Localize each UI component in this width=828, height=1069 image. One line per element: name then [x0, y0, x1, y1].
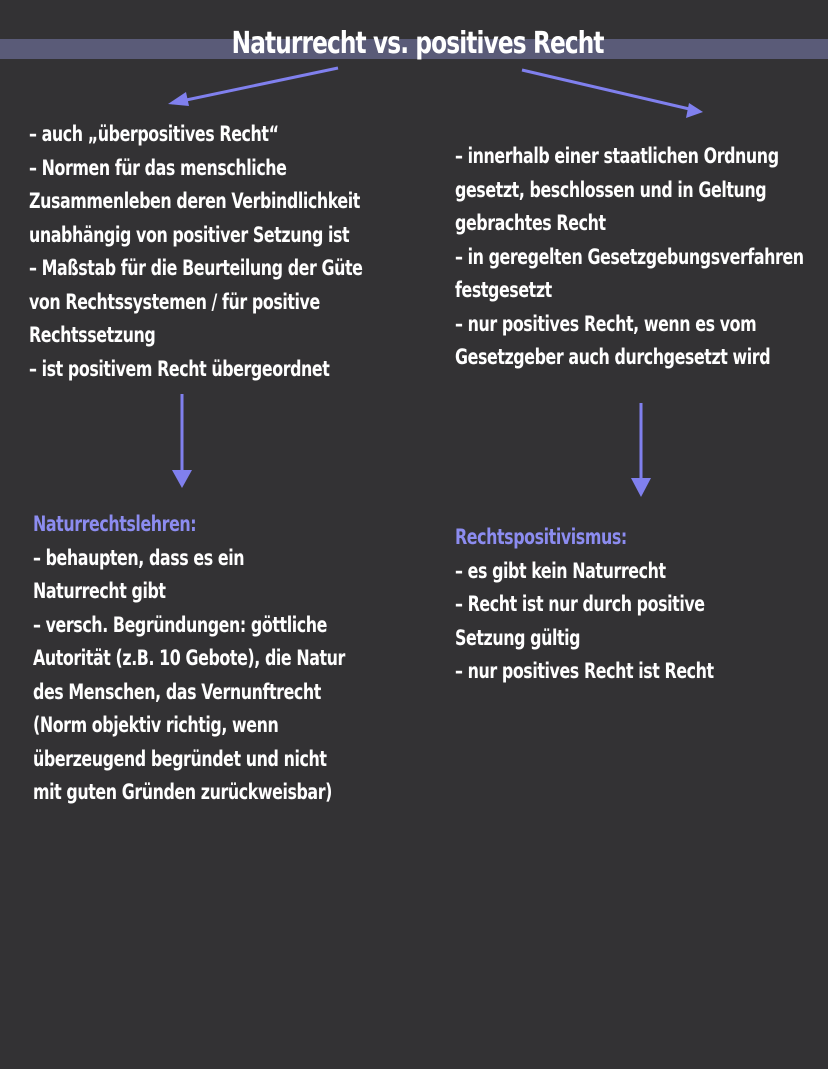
- definition-line: – auch „überpositives Recht“: [29, 122, 279, 146]
- page-title: Naturrecht vs. positives Recht: [231, 26, 604, 61]
- theory-line: – es gibt kein Naturrecht: [455, 558, 666, 583]
- theory-line: – behaupten, dass es ein: [33, 545, 245, 570]
- theory-line: – Recht ist nur durch positive: [455, 592, 705, 616]
- theory-line: – versch. Begründungen: göttliche: [33, 612, 327, 637]
- definition-line: – innerhalb einer staatlichen Ordnung: [455, 144, 779, 168]
- definition-line: – Maßstab für die Beurteilung der Güte: [29, 256, 363, 280]
- definition-line: gebrachtes Recht: [455, 211, 606, 235]
- definition-line: – Normen für das menschliche: [29, 155, 287, 180]
- rechtspositivismus-block: [455, 521, 714, 689]
- theory-line: – nur positives Recht ist Recht: [455, 659, 714, 683]
- definition-line: Gesetzgeber auch durchgesetzt wird: [455, 345, 771, 369]
- theory-line: Naturrecht gibt: [33, 579, 166, 603]
- definition-line: – in geregelten Gesetzgebungsverfahren: [455, 244, 804, 269]
- definition-line: – ist positivem Recht übergeordnet: [29, 356, 330, 381]
- naturrechtslehren-block: [33, 508, 345, 810]
- definition-line: Rechtssetzung: [29, 323, 156, 347]
- definition-line: Zusammenleben deren Verbindlichkeit: [29, 189, 360, 213]
- theory-line: Autorität (z.B. 10 Gebote), die Natur: [33, 646, 345, 670]
- positives-recht-definition: [455, 140, 804, 375]
- arrow-title-to-right: [522, 70, 703, 118]
- theory-line: Setzung gültig: [455, 625, 581, 650]
- definition-line: – nur positives Recht, wenn es vom: [455, 311, 757, 336]
- theory-line: (Norm objektiv richtig, wenn: [33, 713, 279, 737]
- arrow-title-to-left: [168, 68, 338, 106]
- naturrecht-definition: [29, 118, 363, 386]
- theory-line: mit guten Gründen zurückweisbar): [33, 780, 332, 804]
- theory-line: überzeugend begründet und nicht: [33, 746, 327, 771]
- theory-line: des Menschen, das Vernunftrecht: [33, 679, 321, 704]
- definition-line: von Rechtssystemen / für positive: [29, 289, 320, 314]
- definition-line: gesetzt, beschlossen und in Geltung: [455, 177, 767, 202]
- naturrechtslehren-heading: Naturrechtslehren:: [33, 512, 197, 536]
- definition-line: unabhängig von positiver Setzung ist: [29, 222, 350, 247]
- arrow-left-down: [172, 394, 192, 488]
- definition-line: festgesetzt: [455, 278, 552, 302]
- rechtspositivismus-heading: Rechtspositivismus:: [455, 525, 627, 549]
- arrow-right-down: [631, 403, 651, 497]
